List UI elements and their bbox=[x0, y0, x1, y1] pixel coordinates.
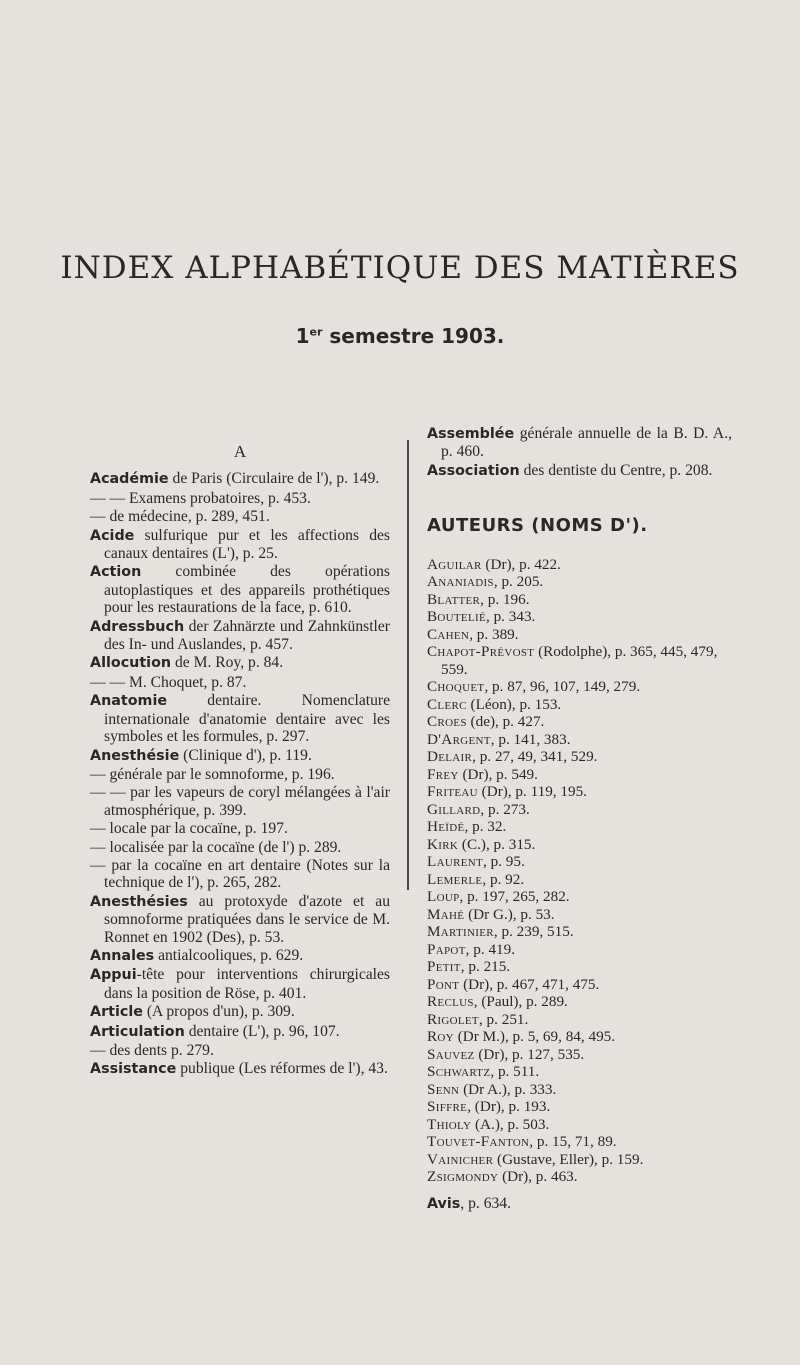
author-name: Senn bbox=[427, 1080, 460, 1098]
author-entry bbox=[427, 801, 732, 819]
index-entry bbox=[90, 654, 390, 672]
author-entry bbox=[427, 853, 732, 871]
entry-text: dentaire. Nomenclature internationale d'anatomie dentaire avec les symboles et les formules, p. 297. bbox=[104, 692, 390, 746]
author-pages: , p. 511. bbox=[490, 1063, 540, 1081]
author-entry bbox=[427, 1151, 732, 1169]
page-title: INDEX ALPHABÉTIQUE DES MATIÈRES bbox=[60, 250, 740, 286]
author-entry bbox=[427, 591, 732, 609]
author-entry bbox=[427, 731, 732, 749]
author-name: Chapot-Prévost bbox=[427, 643, 535, 661]
author-name: Delair bbox=[427, 748, 473, 766]
author-name: Heïdé bbox=[427, 818, 465, 836]
author-name: Friteau bbox=[427, 783, 478, 801]
entry-text: — — M. Choquet, p. 87. bbox=[90, 673, 247, 691]
author-name: Zsigmondy bbox=[427, 1168, 499, 1186]
entry-text: (A propos d'un), p. 309. bbox=[142, 1003, 295, 1021]
index-entry bbox=[90, 1023, 390, 1041]
author-entry bbox=[427, 1046, 732, 1064]
right-column bbox=[427, 425, 732, 1214]
entry-keyword: Association bbox=[427, 462, 520, 479]
author-name: Roy bbox=[427, 1028, 454, 1046]
author-pages: , (Dr), p. 193. bbox=[467, 1098, 551, 1116]
author-name: Reclus bbox=[427, 993, 474, 1011]
author-pages: , (Paul), p. 289. bbox=[473, 993, 568, 1011]
author-entry bbox=[427, 1063, 732, 1081]
author-name: Pont bbox=[427, 975, 460, 993]
entry-keyword: Adressbuch bbox=[90, 618, 185, 635]
author-entry bbox=[427, 696, 732, 714]
entry-text: au protoxyde d'azote et au somnoforme pratiquées dans le service de M. Ronnet en 1902 (Des), p. 53. bbox=[104, 892, 390, 946]
author-pages: , p. 15, 71, 89. bbox=[529, 1133, 617, 1151]
subtitle-ordinal: 1 bbox=[295, 324, 310, 348]
index-entry bbox=[90, 618, 390, 654]
entry-text: -tête pour interventions chirurgicales dans la position de Röse, p. 401. bbox=[104, 966, 390, 1002]
index-entry bbox=[90, 784, 390, 819]
index-entry bbox=[90, 947, 390, 965]
entry-text: — par la cocaïne en art dentaire (Notes sur la technique de l'), p. 265, 282. bbox=[90, 856, 390, 892]
entry-keyword: Assemblée bbox=[427, 426, 515, 442]
entry-keyword: Annales bbox=[90, 947, 155, 964]
entry-keyword: Article bbox=[90, 1004, 143, 1021]
section-heading: AUTEURS (NOMS D'). bbox=[427, 515, 648, 537]
author-entry bbox=[427, 1028, 732, 1046]
author-pages: (Dr A.), p. 333. bbox=[459, 1080, 557, 1098]
entry-keyword: Articulation bbox=[90, 1023, 185, 1040]
author-pages: (Dr), p. 127, 535. bbox=[474, 1045, 585, 1063]
author-pages: , p. 389. bbox=[469, 625, 519, 643]
entry-text: — — Examens probatoires, p. 453. bbox=[90, 489, 311, 507]
author-pages: , p. 205. bbox=[493, 573, 544, 591]
author-entry bbox=[427, 941, 732, 959]
entry-keyword: Académie bbox=[90, 471, 169, 488]
entry-text: antialcooliques, p. 629. bbox=[154, 946, 304, 964]
author-entry bbox=[427, 906, 732, 924]
entry-text: combinée des opérations autoplastiques et des appareils prothétiques pour les restaurations de la face, p. 610. bbox=[104, 563, 390, 617]
entry-keyword: Anesthésies bbox=[90, 893, 188, 910]
entry-text: — localisée par la cocaïne (de l') p. 289. bbox=[90, 838, 342, 856]
author-name: Boutelié bbox=[427, 608, 486, 626]
entry-keyword: Assistance bbox=[90, 1061, 177, 1078]
author-name: Laurent bbox=[427, 853, 483, 871]
author-entry bbox=[427, 573, 732, 591]
entry-text: (Clinique d'), p. 119. bbox=[179, 746, 312, 764]
index-entry bbox=[90, 527, 390, 563]
author-pages: , p. 215. bbox=[460, 958, 511, 976]
author-pages: , p. 27, 49, 341, 529. bbox=[472, 748, 598, 766]
author-pages: , p. 197, 265, 282. bbox=[459, 888, 570, 906]
index-entry bbox=[427, 462, 732, 480]
author-name: Loup bbox=[427, 888, 460, 906]
author-entry bbox=[427, 783, 732, 801]
right-entries bbox=[427, 425, 732, 480]
entry-text: — locale par la cocaïne, p. 197. bbox=[90, 820, 288, 838]
author-entry bbox=[427, 643, 732, 678]
index-entry bbox=[90, 1042, 390, 1059]
author-pages: , p. 141, 383. bbox=[490, 730, 571, 748]
author-name: Gillard bbox=[427, 800, 481, 818]
author-pages: (Gustave, Eller), p. 159. bbox=[493, 1150, 644, 1168]
author-pages: (Dr M.), p. 5, 69, 84, 495. bbox=[453, 1028, 616, 1046]
author-entry bbox=[427, 1011, 732, 1029]
author-name: Touvet-Fanton bbox=[427, 1133, 530, 1151]
author-name: Petit bbox=[427, 958, 461, 976]
author-pages: , p. 273. bbox=[480, 800, 530, 818]
author-pages: (Dr), p. 422. bbox=[481, 555, 561, 573]
index-entry bbox=[90, 470, 390, 488]
author-entry bbox=[427, 818, 732, 836]
entry-text: — — par les vapeurs de coryl mélangées à l'air atmosphérique, p. 399. bbox=[90, 784, 390, 819]
author-entry bbox=[427, 1098, 732, 1116]
author-pages: (Rodolphe), p. 365, 445, 479, 559. bbox=[441, 643, 718, 678]
letter-heading: A bbox=[233, 442, 247, 461]
author-name: Siffre bbox=[427, 1098, 468, 1116]
author-pages: (Dr), p. 467, 471, 475. bbox=[459, 975, 600, 993]
author-pages: (Dr), p. 119, 195. bbox=[477, 783, 587, 801]
index-entry bbox=[90, 490, 390, 507]
author-name: Aguilar bbox=[427, 555, 482, 573]
author-pages: (Léon), p. 153. bbox=[466, 695, 562, 713]
entry-keyword: Avis bbox=[427, 1195, 461, 1212]
avis-entry bbox=[427, 1195, 732, 1213]
author-pages: , p. 419. bbox=[465, 940, 516, 958]
index-entry bbox=[90, 766, 390, 783]
author-entry bbox=[427, 556, 732, 574]
page-subtitle bbox=[0, 324, 800, 348]
index-entry bbox=[90, 1060, 390, 1078]
author-name: Croes bbox=[427, 713, 467, 731]
author-name: Schwartz bbox=[427, 1063, 491, 1081]
subtitle-text: semestre 1903. bbox=[329, 324, 505, 348]
author-pages: , p. 87, 96, 107, 149, 279. bbox=[484, 678, 641, 696]
author-pages: (Dr G.), p. 53. bbox=[464, 905, 555, 923]
author-pages: (de), p. 427. bbox=[466, 713, 545, 731]
author-pages: (Dr), p. 549. bbox=[458, 765, 538, 783]
index-entry bbox=[90, 747, 390, 765]
entry-text: de Paris (Circulaire de l'), p. 149. bbox=[168, 470, 380, 488]
author-pages: , p. 32. bbox=[464, 818, 507, 836]
column-divider bbox=[407, 440, 409, 890]
entry-keyword: Anatomie bbox=[90, 693, 168, 710]
entry-keyword: Anesthésie bbox=[90, 747, 180, 764]
left-column bbox=[90, 425, 390, 1080]
author-name: Thioly bbox=[427, 1115, 472, 1133]
entry-text: générale annuelle de la B. D. A., p. 460. bbox=[441, 425, 732, 461]
author-entry bbox=[427, 1168, 732, 1186]
author-pages: , p. 95. bbox=[482, 853, 525, 871]
author-name: Ananiadis bbox=[427, 573, 494, 591]
author-entry bbox=[427, 1116, 732, 1134]
author-name: Lemerle bbox=[427, 870, 483, 888]
subtitle-ordinal-suffix: er bbox=[309, 325, 323, 339]
entry-text: , p. 634. bbox=[460, 1194, 511, 1212]
author-entry bbox=[427, 713, 732, 731]
author-entry bbox=[427, 871, 732, 889]
author-entry bbox=[427, 608, 732, 626]
author-pages: , p. 343. bbox=[485, 608, 536, 626]
author-name: Clerc bbox=[427, 695, 467, 713]
entry-text: sulfurique pur et les affections des canaux dentaires (L'), p. 25. bbox=[104, 526, 390, 563]
entry-text: der Zahnärzte und Zahnkünstler des In- und Auslandes, p. 457. bbox=[104, 617, 390, 654]
author-entry bbox=[427, 1133, 732, 1151]
author-entry bbox=[427, 748, 732, 766]
entry-keyword: Appui bbox=[90, 967, 137, 984]
index-entry bbox=[427, 425, 732, 461]
author-name: D'Argent bbox=[427, 730, 491, 748]
index-entry bbox=[90, 674, 390, 691]
entry-keyword: Acide bbox=[90, 527, 135, 544]
index-entry bbox=[90, 893, 390, 946]
entry-text: dentaire (L'), p. 96, 107. bbox=[184, 1022, 340, 1040]
author-name: Blatter bbox=[427, 590, 481, 608]
index-entry bbox=[90, 820, 390, 837]
index-entry bbox=[90, 857, 390, 892]
author-entry bbox=[427, 678, 732, 696]
author-pages: , p. 251. bbox=[478, 1010, 529, 1028]
author-entry bbox=[427, 923, 732, 941]
index-entry bbox=[90, 966, 390, 1002]
author-name: Frey bbox=[427, 765, 459, 783]
author-name: Papot bbox=[427, 940, 466, 958]
entry-keyword: Allocution bbox=[90, 655, 172, 672]
author-entry bbox=[427, 958, 732, 976]
author-pages: (C.), p. 315. bbox=[458, 835, 536, 853]
author-pages: , p. 239, 515. bbox=[493, 923, 574, 941]
author-entry bbox=[427, 1081, 732, 1099]
index-entry bbox=[90, 563, 390, 616]
author-pages: (A.), p. 503. bbox=[471, 1115, 550, 1133]
author-name: Sauvez bbox=[427, 1045, 475, 1063]
author-name: Vainicher bbox=[427, 1150, 494, 1168]
entry-text: — de médecine, p. 289, 451. bbox=[90, 508, 270, 526]
authors-list bbox=[427, 556, 732, 1186]
index-entry bbox=[90, 508, 390, 525]
author-entry bbox=[427, 626, 732, 644]
author-pages: (Dr), p. 463. bbox=[498, 1168, 578, 1186]
author-entry bbox=[427, 888, 732, 906]
author-name: Choquet bbox=[427, 678, 485, 696]
entry-text: — générale par le somnoforme, p. 196. bbox=[90, 765, 335, 783]
author-entry bbox=[427, 836, 732, 854]
entry-text: de M. Roy, p. 84. bbox=[171, 654, 284, 672]
author-entry bbox=[427, 976, 732, 994]
left-entries bbox=[90, 470, 390, 1078]
index-entry bbox=[90, 1003, 390, 1021]
author-entry bbox=[427, 993, 732, 1011]
entry-text: — des dents p. 279. bbox=[90, 1042, 214, 1059]
entry-text: des dentiste du Centre, p. 208. bbox=[519, 461, 713, 479]
author-name: Martinier bbox=[427, 923, 494, 941]
author-pages: , p. 196. bbox=[480, 590, 530, 608]
author-entry bbox=[427, 766, 732, 784]
entry-text: publique (Les réformes de l'), 43. bbox=[176, 1060, 388, 1078]
author-name: Rigolet bbox=[427, 1010, 479, 1028]
entry-keyword: Action bbox=[90, 564, 142, 581]
author-name: Mahé bbox=[427, 905, 465, 923]
author-name: Cahen bbox=[427, 625, 470, 643]
index-entry bbox=[90, 692, 390, 745]
author-name: Kirk bbox=[427, 835, 459, 853]
author-pages: , p. 92. bbox=[482, 870, 525, 888]
index-entry bbox=[90, 839, 390, 856]
